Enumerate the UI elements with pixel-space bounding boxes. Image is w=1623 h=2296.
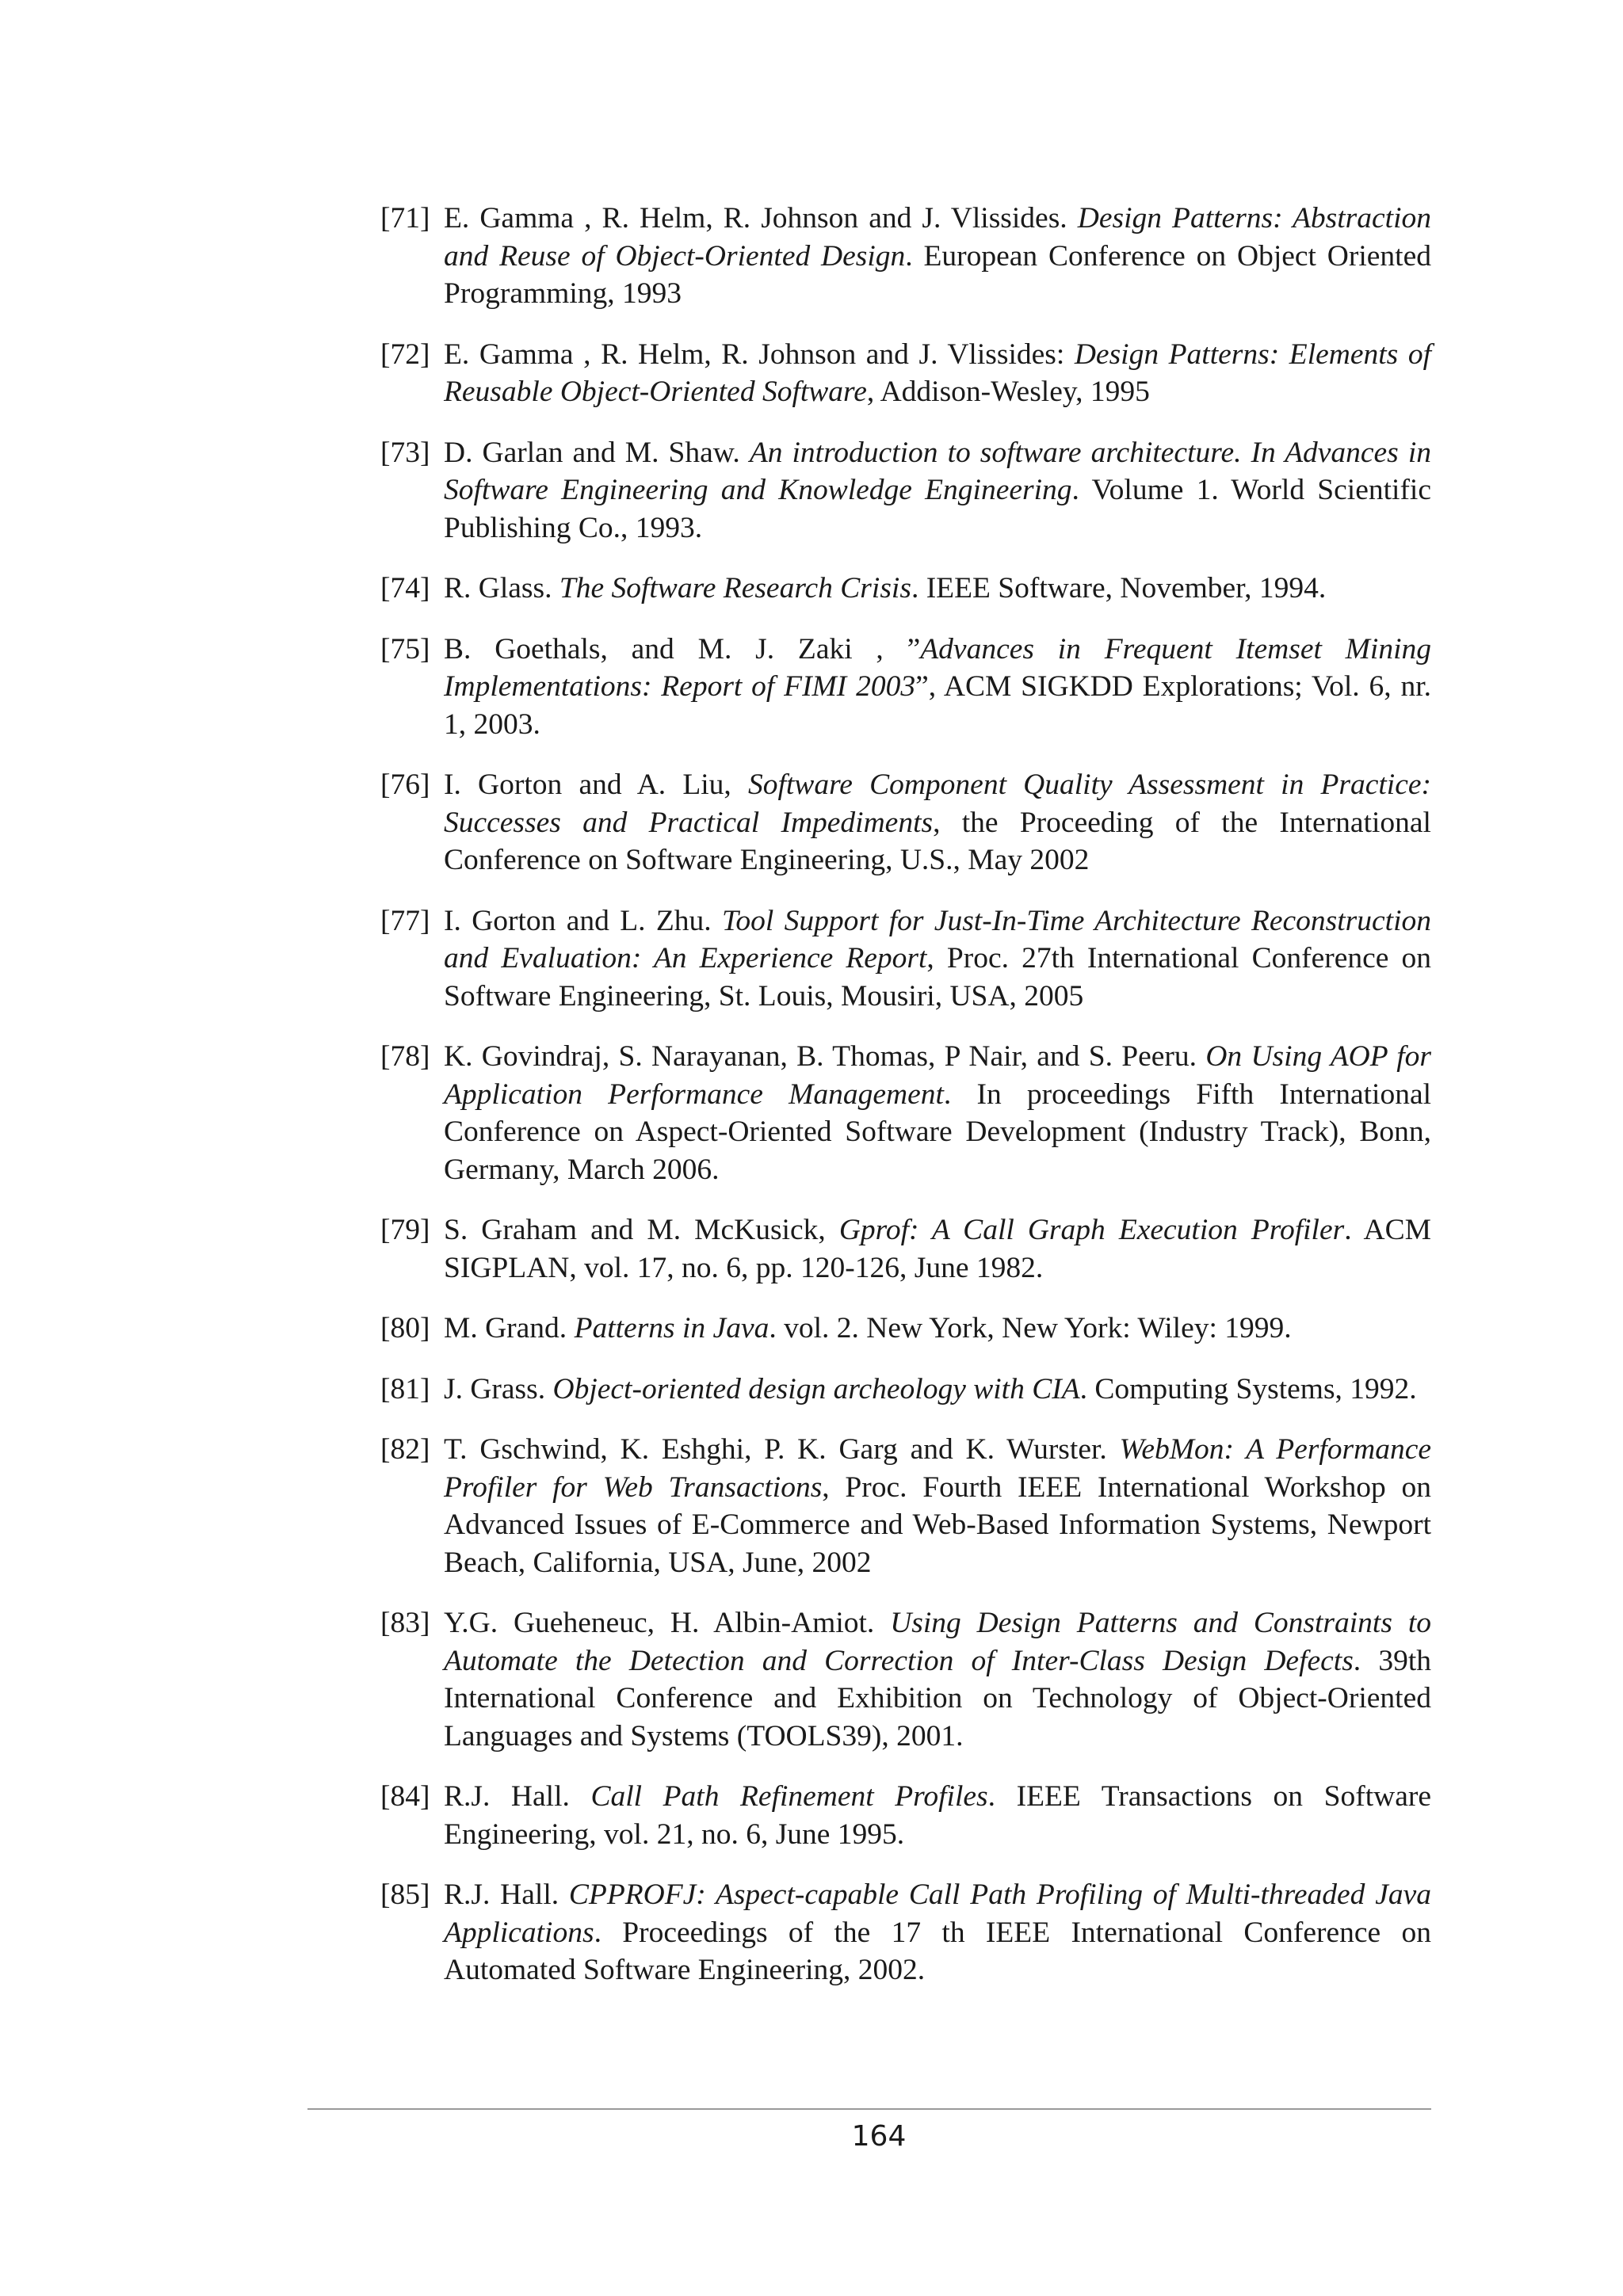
reference-text: . ACM SIGPLAN, vol. 17, no. 6, pp. 120-126, June 1982. [444,1214,1431,1284]
reference-text: R.J. Hall. [444,1878,569,1911]
reference-text: R. Glass. [444,572,559,605]
reference-entry [380,631,1431,744]
reference-entry [380,1038,1431,1188]
reference-text: , the Proceeding of the International Conference on Software Engineering, U.S., May 2002 [444,806,1431,876]
reference-number: [83] [380,1607,430,1639]
reference-text: , Proc. 27th International Conference on Software Engineering, St. Louis, Mousiri, USA, 2005 [444,942,1431,1013]
reference-text: . In proceedings Fifth International Conference on Aspect-Oriented Software Development (Industry Track), Bonn, Germany, March 2006. [444,1077,1432,1186]
reference-entry [380,570,1431,608]
reference-text: . IEEE Transactions on Software Engineering, vol. 21, no. 6, June 1995. [444,1780,1431,1851]
reference-text: . Proceedings of the 17 th IEEE International Conference on Automated Software Engineering, 2002. [444,1916,1431,1986]
reference-title: Tool Support for Just-In-Time Architecture Reconstruction and Evaluation: An Experience Report [444,904,1431,974]
reference-entry [380,1371,1431,1409]
reference-number: [72] [380,338,430,371]
reference-number: [75] [380,632,430,666]
reference-number: [77] [380,904,430,937]
reference-number: [82] [380,1433,430,1466]
reference-text: E. Gamma , R. Helm, R. Johnson and J. Vlissides: [444,338,1075,371]
reference-title: Object-oriented design archeology with CIA [552,1372,1080,1405]
reference-entry [380,1211,1431,1287]
reference-number: [80] [380,1312,430,1344]
reference-entry [380,766,1431,879]
reference-entry [380,1431,1431,1581]
reference-text: I. Gorton and A. Liu, [444,769,748,801]
reference-title: An introduction to software architecture. In Advances in Software Engineering and Knowledge Engineering [444,436,1431,506]
reference-text: . vol. 2. New York, New York: Wiley: 1999. [769,1312,1292,1344]
reference-text: ”, ACM SIGKDD Explorations; Vol. 6, nr. 1, 2003. [444,670,1431,741]
reference-text: . European Conference on Object Oriented Programming, 1993 [444,239,1431,310]
reference-title: Gprof: A Call Graph Execution Profiler [838,1214,1345,1246]
reference-list [380,200,1431,2012]
reference-title: Design Patterns: Elements of Reusable Object-Oriented Software [444,338,1431,408]
reference-entry [380,336,1431,411]
reference-entry [380,902,1431,1016]
reference-number: [81] [380,1372,430,1405]
reference-text: E. Gamma , R. Helm, R. Johnson and J. Vlissides. [444,202,1078,235]
reference-text: , Proc. Fourth IEEE International Workshop on Advanced Issues of E-Commerce and Web-Based Information Systems, Newport Beach, California, USA, June, 2002 [444,1470,1431,1579]
reference-text: M. Grand. [444,1312,575,1344]
reference-number: [74] [380,572,430,605]
reference-number: [78] [380,1040,430,1073]
reference-title: The Software Research Crisis [559,572,911,605]
reference-title: Using Design Patterns and Constraints to Automate the Detection and Correction of Inter-Class Design Defects [444,1607,1432,1677]
reference-text: R.J. Hall. [444,1780,591,1813]
reference-title: CPPROFJ: Aspect-capable Call Path Profiling of Multi-threaded Java Applications [444,1878,1431,1949]
reference-title: On Using AOP for Application Performance Management [444,1040,1431,1111]
reference-number: [76] [380,769,430,801]
reference-title: Patterns in Java [574,1312,769,1344]
reference-title: Software Component Quality Assessment in Practice: Successes and Practical Impediments [444,769,1431,839]
reference-text: I. Gorton and L. Zhu. [444,904,722,937]
reference-number: [85] [380,1878,430,1911]
reference-title: Call Path Refinement Profiles [590,1780,988,1813]
reference-entry [380,1604,1431,1755]
reference-text: . IEEE Software, November, 1994. [911,572,1327,605]
reference-number: [79] [380,1214,430,1246]
reference-entry [380,200,1431,313]
reference-text: . Computing Systems, 1992. [1079,1372,1417,1405]
reference-text: S. Graham and M. McKusick, [444,1214,839,1246]
reference-number: [73] [380,436,430,469]
reference-number: [84] [380,1780,430,1813]
reference-text: , Addison-Wesley, 1995 [866,376,1150,408]
reference-number: [71] [380,202,430,235]
reference-text: B. Goethals, and M. J. Zaki , ” [444,632,921,666]
reference-text: J. Grass. [444,1372,553,1405]
reference-text: . Volume 1. World Scientific Publishing Co., 1993. [444,474,1431,544]
reference-entry [380,1778,1431,1853]
reference-title: Advances in Frequent Itemset Mining Implementations: Report of FIMI 2003 [444,632,1432,703]
reference-text: K. Govindraj, S. Narayanan, B. Thomas, P Nair, and S. Peeru. [444,1040,1206,1073]
reference-text: . 39th International Conference and Exhibition on Technology of Object-Oriented Languages and Systems (TOOLS39), 2001. [444,1644,1431,1753]
page-number: 164 [851,2120,907,2153]
reference-text: T. Gschwind, K. Eshghi, P. K. Garg and K. Wurster. [444,1433,1120,1466]
reference-text: Y.G. Gueheneuc, H. Albin-Amiot. [444,1607,891,1639]
reference-entry [380,434,1431,547]
reference-title: WebMon: A Performance Profiler for Web Transactions [444,1433,1432,1504]
reference-title: Design Patterns: Abstraction and Reuse of Object-Oriented Design [444,202,1431,273]
reference-text: D. Garlan and M. Shaw. [444,436,750,469]
reference-entry [380,1310,1431,1348]
footer-rule [307,2108,1431,2110]
reference-entry [380,1876,1431,1989]
